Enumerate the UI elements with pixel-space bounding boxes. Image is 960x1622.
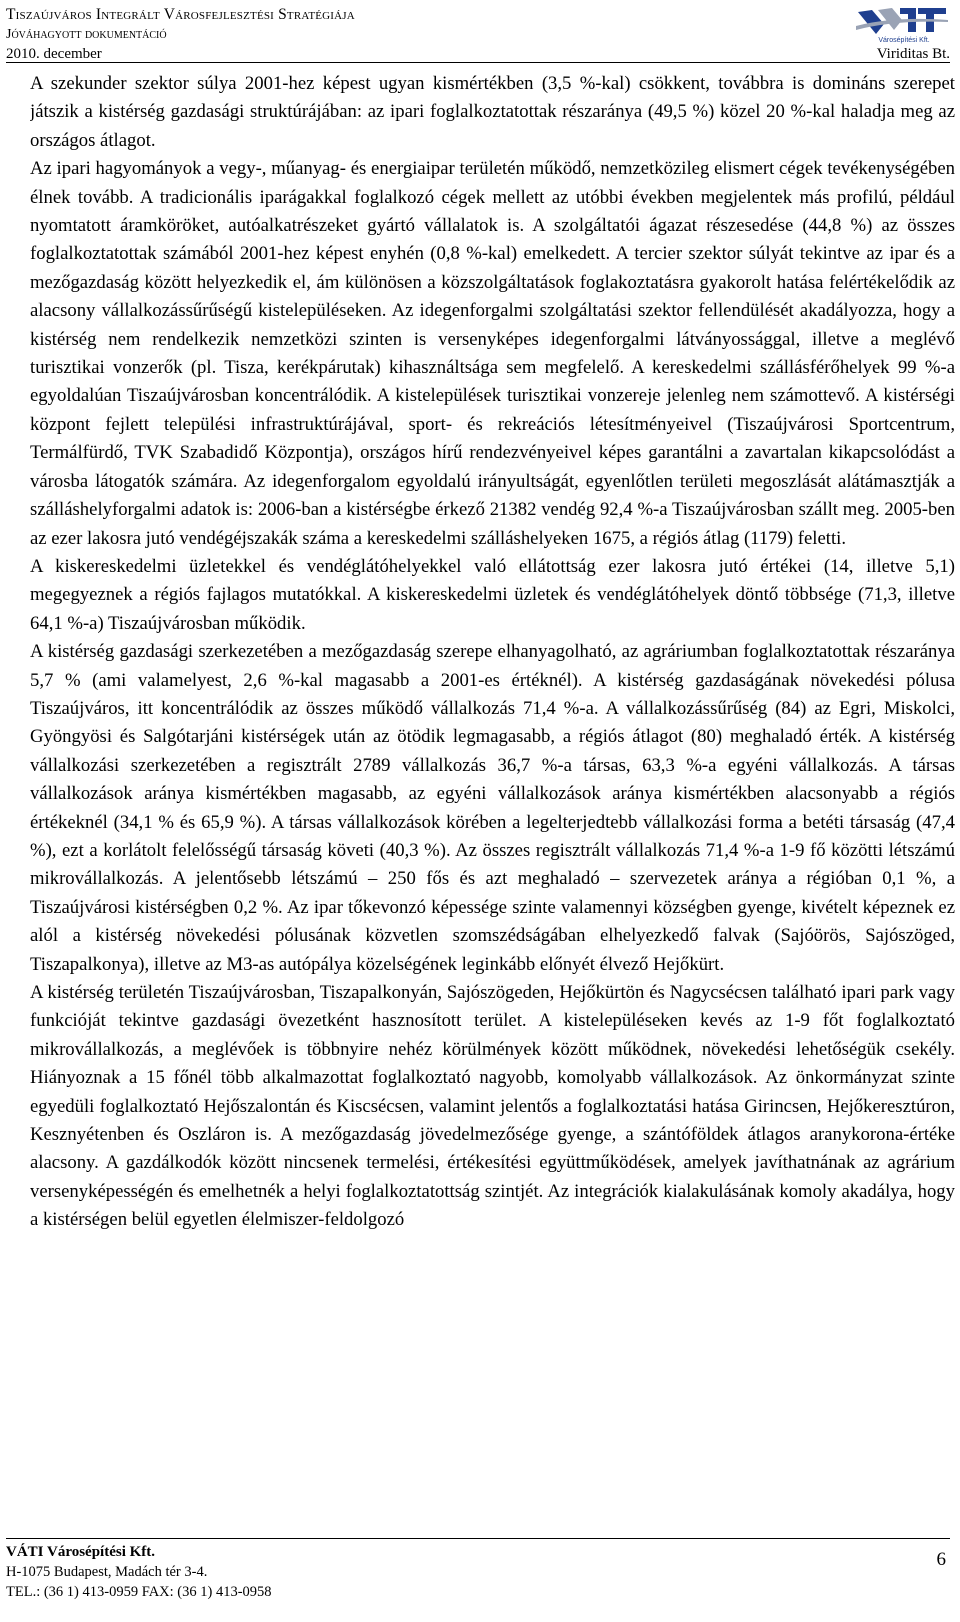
page-footer <box>6 1541 950 1619</box>
paragraph: A kiskereskedelmi üzletekkel és vendéglátóhelyekkel való ellátottság ezer lakosra jutó értékei (14, illetve 5,1) megegyeznek a régiós fajlagos mutatókkal. A kiskereskedelmi üzletek és vendéglátóhelyek döntő többsége (71,3, illetve 64,1 %-a) Tiszaújvárosban működik. <box>30 555 955 634</box>
paragraph: A kistérség területén Tiszaújvárosban, Tiszapalkonyán, Sajószögeden, Hejőkürtön és Nagycsécsen található ipari park vagy funkcióját tekintve gazdasági övezetként hasznosított terület. A kistelepüléseken kevés az 1-9 főt foglalkoztató mikrovállalkozás, a meglévőek is többnyire nehéz körülmények között működnek, növekedési lehetőségük csekély. Hiányoznak a 15 főnél több alkalmazottat foglalkoztató nagyobb, komolyabb vállalkozások. Az önkormányzat szinte egyedüli foglalkoztató Hejőszalontán és Kiscsécsen, valamint jelentős a foglalkoztatási hatása Girincsen, Hejőkeresztúron, Kesznyétenben és Oszláron is. A mezőgazdaság jövedelmezősége gyenge, a szántóföldek átlagos aranykorona-értéke alacsony. A gazdálkodók között nincsenek termelési, értékesítési együttműködések, amelyek javíthatnának az agrárium versenyképességén és emelhetnék a helyi foglalkoztatottság szintjét. Az integrációk kialakulásának komoly akadálya, hogy a kistérségen belül egyetlen élelmiszer-feldolgozó <box>30 982 955 1231</box>
header-company: Viriditas Bt. <box>876 46 950 62</box>
header-subtitle: Jóváhagyott dokumentáció <box>6 27 167 42</box>
footer-divider <box>6 1538 950 1539</box>
footer-address: H-1075 Budapest, Madách tér 3-4. <box>6 1564 208 1580</box>
footer-company: VÁTI Városépítési Kft. <box>6 1544 156 1560</box>
logo-caption: Városépítési Kft. <box>878 37 930 44</box>
paragraph: Az ipari hagyományok a vegy-, műanyag- és energiaipar területén működő, nemzetközileg elismert cégek tevékenységében élnek tovább. A tradicionális iparágakkal foglalkozó cégek mellett az utóbbi években megjelentek más profilú, például nyomtatott áramköröket, autóalkatrészeket gyártó vállalatok is. A szolgáltatói ágazat részesedése (44,8 %) az összes foglalkoztatottak számából 2001-hez képest enyhén (0,8 %-kal) emelkedett. A tercier szektor súlyát tekintve az ipar és a mezőgazdaság között helyezkedik el, ám különösen a közszolgáltatások foglakoztatásra gyakorolt hatása felértékelődik az alacsony vállalkozássűrűségű kistelepüléseken. Az idegenforgalmi szolgáltatási szektor fellendülését akadályozza, hogy a kistérség nem rendelkezik nemzetközi szinten is versenyképes idegenforgalmi látványossággal, illetve a meglévő turisztikai vonzerők (pl. Tisza, kerékpárutak) kihasználtsága sem megfelelő. A kereskedelmi szállásférőhelyek 99 %-a egyoldalúan Tiszaújvárosban koncentrálódik. A kistelepülések turisztikai vonzereje jelenleg nem számottevő. A kistérségi központ fejlett települési infrastruktúrájával, sport- és rekreációs létesítményeivel (Tiszaújvárosi Sportcentrum, Termálfürdő, TVK Szabadidő Központja), országos hírű rendezvényeivel képes garantálni a zavartalan kikapcsolódást a városba látogatók számára. Az idegenforgalom egyoldalú irányultságát, egyenlőtlen területi megoszlását alátámasztják a szálláshelyforgalmi adatok is: 2006-ban a kistérségbe érkező 21382 vendég 92,4 %-a Tiszaújvárosban szállt meg. 2005-ben az ezer lakosra jutó vendégéjszakák száma a kereskedelmi szálláshelyeken 1675, a régiós átlag (1179) feletti. <box>30 158 955 549</box>
page-header <box>6 4 950 64</box>
body-text <box>30 70 955 1540</box>
page-number: 6 <box>936 1549 946 1570</box>
header-title: Tiszaújváros Integrált Városfejlesztési Stratégiája <box>6 6 355 23</box>
footer-phone: TEL.: (36 1) 413-0959 FAX: (36 1) 413-0958 <box>6 1584 272 1600</box>
header-divider <box>6 62 950 63</box>
header-date: 2010. december <box>6 46 102 62</box>
paragraph: A kistérség gazdasági szerkezetében a mezőgazdaság szerepe elhanyagolható, az agráriumban foglalkoztatottak részaránya 5,7 % (ami valamelyest, 2,6 %-kal magasabb a 2001-es értéknél). A kistérség gazdaságának növekedési pólusa Tiszaújváros, itt koncentrálódik az összes működő vállalkozás 71,4 %-a. A vállalkozássűrűség (84) az Egri, Miskolci, Gyöngyösi és Salgótarjáni kistérségek után az ötödik legmagasabb, a régiós átlagot (80) meghaladó érték. A kistérség vállalkozási szerkezetében a regisztrált 2789 vállalkozás 36,7 %-a társas, 63,3 %-a egyéni vállalkozás. A társas vállalkozások aránya kismértékben magasabb, az egyéni vállalkozások aránya kismértékben alacsonyabb a régiós értékeknél (34,1 % és 65,9 %). A társas vállalkozások körében a legelterjedtebb vállalkozási forma a betéti társaság (47,4 %), ezt a korlátolt felelősségű társaság követi (40,3 %). Az összes regisztrált vállalkozás 71,4 %-a 1-9 fő közötti létszámú mikrovállalkozás. A jelentősebb létszámú – 250 fős és azt meghaladó – szervezetek aránya a régióban 0,1 %, a Tiszaújvárosi kistérségben 0,2 %. Az ipar tőkevonzó képessége szinte valamennyi községben gyenge, kivételt képeznek ez alól a kistérség növekedési pólusának közvetlen szomszédságában elhelyezkedő falvak (Sajóörös, Sajószöged, Tiszapalkonya), illetve az M3-as autópálya közelségének leginkább előnyét élvező Hejőkürt. <box>30 641 955 975</box>
paragraph: A szekunder szektor súlya 2001-hez képest ugyan kismértékben (3,5 %-kal) csökkent, továbbra is domináns szerepet játszik a kistérség gazdasági struktúrájában: az ipari foglalkoztatottak részaránya (49,5 %) közel 20 %-kal haladja meg az országos átlagot. <box>30 73 955 151</box>
vati-logo-icon <box>854 4 950 44</box>
